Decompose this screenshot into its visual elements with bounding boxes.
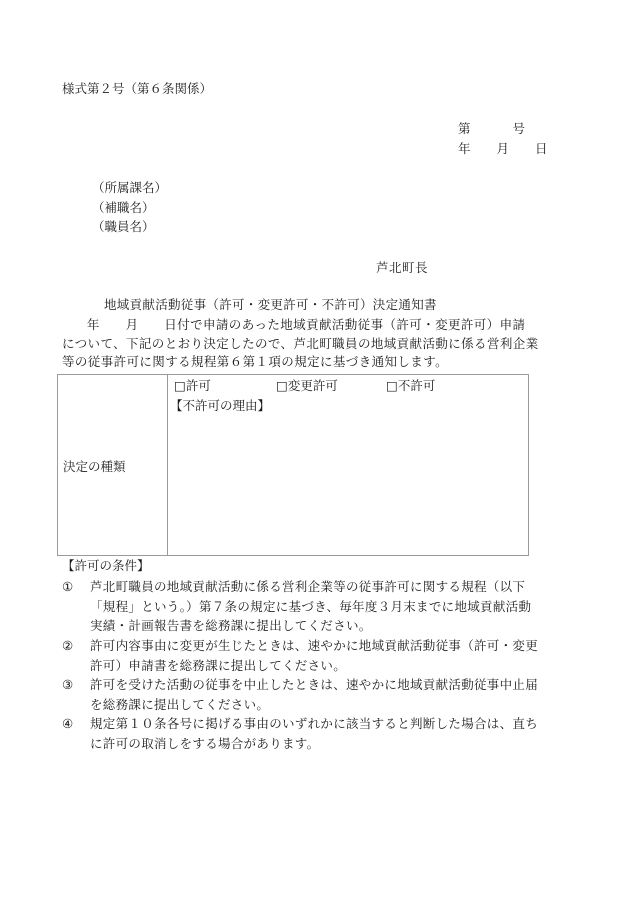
checkbox-icon[interactable]: □ (174, 378, 186, 393)
notice-body-line: 等の従事許可に関する規程第６第１項の規定に基づき通知します。 (62, 354, 449, 369)
recipient-department: （所属課名） (92, 180, 168, 195)
decision-table (57, 374, 529, 556)
recipient-block (92, 178, 167, 237)
document-number-suffix: 号 (512, 121, 526, 136)
recipient-name: （職員名） (92, 219, 155, 234)
notice-body-line: 年 月 日付で申請のあった地域貢献活動従事（許可・変更許可）申請 (74, 317, 526, 332)
notice-body-line: について、下記のとおり決定したので、芦北町職員の地域貢献活動に係る営利企業 (62, 335, 539, 351)
form-number: 様式第２号（第６条関係） (62, 81, 213, 96)
document-number-prefix: 第 (458, 121, 471, 136)
condition-number: ③ (62, 677, 74, 692)
option-change-approve[interactable]: □変更許可 (276, 378, 338, 393)
checkbox-icon[interactable]: □ (276, 378, 288, 393)
issuer: 芦北町長 (376, 260, 429, 275)
denial-reason-label: 【不許可の理由】 (170, 398, 271, 413)
condition-number: ④ (62, 716, 74, 731)
date-month: 月 (496, 141, 510, 156)
conditions-title: 【許可の条件】 (62, 558, 150, 573)
checkbox-icon[interactable]: □ (386, 378, 398, 393)
option-deny[interactable]: □不許可 (386, 378, 436, 393)
date-day: 日 (535, 141, 548, 156)
notice-body (62, 316, 572, 372)
decision-type-label: 決定の種類 (63, 459, 126, 474)
condition-number: ① (62, 579, 74, 594)
document-title: 地域貢献活動従事（許可・変更許可・不許可）決定通知書 (104, 297, 437, 312)
option-approve[interactable]: □許可 (174, 378, 211, 393)
recipient-position: （補職名） (92, 199, 155, 215)
document-date (458, 140, 548, 158)
date-year: 年 (458, 141, 471, 156)
document-number (458, 120, 525, 138)
table-divider (167, 375, 168, 555)
condition-number: ② (62, 638, 74, 653)
